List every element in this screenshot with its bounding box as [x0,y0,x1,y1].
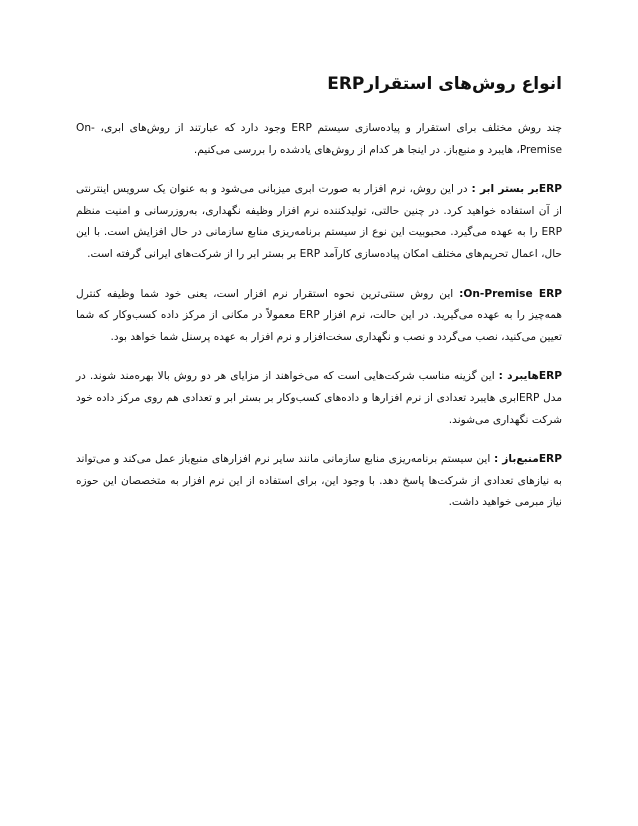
hybrid-erp-text: این گزینه مناسب شرکت‌هایی است که می‌خواهند از مزایای هر دو روش بالا بهره‌مند شوند. در مدل ERPابری هایبرد تعدادی از نرم افزارها و داده‌های کسب‌وکار بر بستر ابر و تعدادی هم روی مرکز داده خود شرکت نگهداری می‌شوند. [76,370,562,426]
cloud-erp-paragraph [76,179,562,265]
document-page [76,70,562,532]
on-premise-erp-heading: On-Premise ERP: [459,287,562,300]
intro-paragraph [76,118,562,161]
hybrid-erp-paragraph [76,366,562,431]
on-premise-erp-paragraph [76,284,562,349]
open-source-erp-text: این سیستم برنامه‌ریزی منابع سازمانی مانند سایر نرم افزارهای منبع‌باز عمل می‌کند و می‌تواند به نیازهای تعدادی از شرکت‌ها پاسخ دهد. با وجود این، برای استفاده از این نرم افزار به متخصصان این حوزه نیاز مبرمی خواهید داشت. [76,453,562,509]
cloud-erp-heading: ERPبر بستر ابر : [471,183,562,196]
page-title: انواع روش‌های استقرارERP [327,74,562,94]
open-source-erp-paragraph [76,449,562,514]
open-source-erp-heading: ERPمنبع‌باز : [494,453,562,466]
hybrid-erp-heading: ERPهایبرد : [498,370,563,383]
intro-paragraph-text: چند روش مختلف برای استقرار و پیاده‌سازی سیستم ERP وجود دارد که عبارتند از روش‌های ابری، On-Premise، هایبرد و منبع‌باز. در اینجا هر کدام از روش‌های یادشده را بررسی می‌کنیم. [76,122,562,156]
cloud-erp-text: در این روش، نرم افزار به صورت ابری میزبانی می‌شود و به عنوان یک سرویس اینترنتی از آن استفاده خواهید کرد. در چنین حالتی، تولیدکننده نرم افزار وظیفه نگهداری، به‌روزرسانی و امنیت منظم ERP را به عهده می‌گیرد. محبوبیت این نوع از سیستم برنامه‌ریزی منابع سازمانی در حال افزایش است. با این حال، اعمال تحریم‌های مختلف امکان پیاده‌سازی کارآمد ERP بر بستر ابر را از شرکت‌های ایرانی گرفته است. [76,183,562,260]
on-premise-erp-text: این روش سنتی‌ترین نحوه استقرار نرم افزار است، یعنی خود شما وظیفه کنترل همه‌چیز را به عهده می‌گیرید. در این حالت، نرم افزار ERP معمولاً در مکانی از مرکز داده کسب‌وکار که شما تعیین می‌کنید، نصب می‌گردد و نصب و نگهداری سخت‌افزار و نرم افزار به عهده پرسنل شما خواهد بود. [76,287,562,343]
